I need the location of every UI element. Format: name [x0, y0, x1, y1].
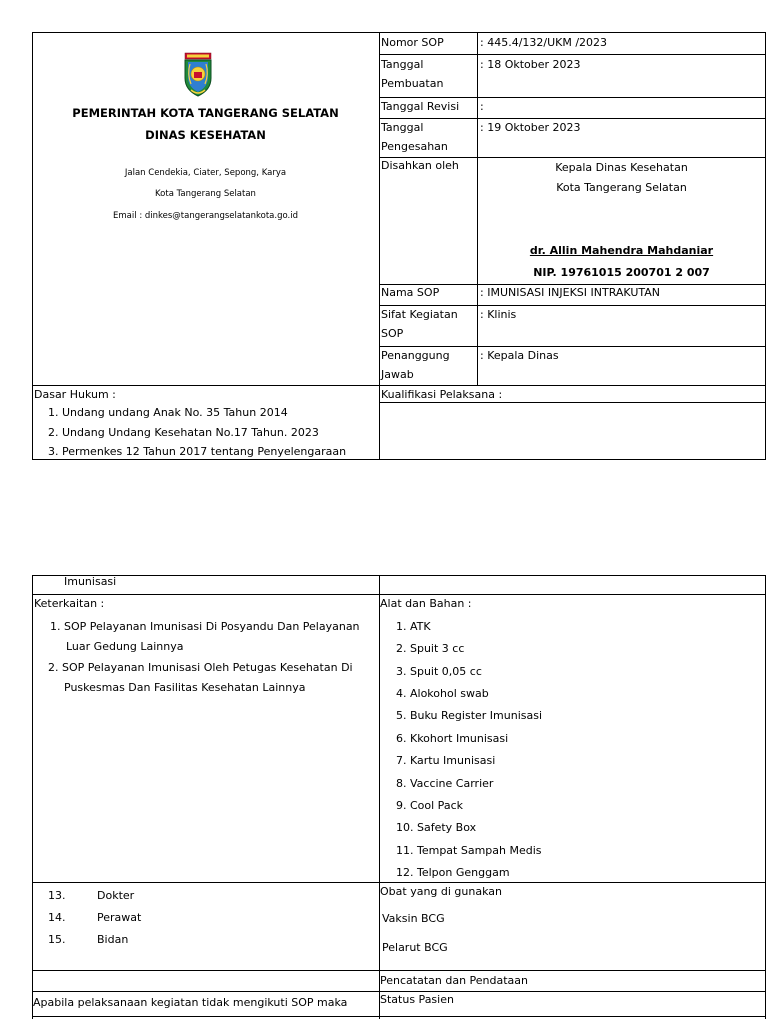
alat-bahan-label: Alat dan Bahan : — [380, 597, 472, 610]
alat-bahan-item: 11. Tempat Sampah Medis — [396, 844, 542, 857]
divider — [32, 882, 766, 883]
keterkaitan-item: 2. SOP Pelayanan Imunisasi Oleh Petugas Kesehatan Di — [48, 661, 353, 674]
tgl-pengesahan-label-2: Pengesahan — [381, 140, 448, 153]
dasar-hukum-label: Dasar Hukum : — [34, 388, 116, 401]
alat-bahan-item: 10. Safety Box — [396, 821, 477, 834]
dasar-hukum-continued: Imunisasi — [64, 575, 117, 588]
address-line: Jalan Cendekia, Ciater, Sepong, Karya — [124, 168, 287, 178]
alat-bahan-item: 8. Vaccine Carrier — [396, 777, 494, 790]
divider — [32, 594, 766, 595]
alat-bahan-item: 4. Alokohol swab — [396, 687, 489, 700]
petugas-name: Perawat — [97, 911, 142, 924]
petugas-name: Dokter — [97, 889, 135, 902]
approver-city: Kota Tangerang Selatan — [556, 181, 687, 194]
alat-bahan-item: 3. Spuit 0,05 cc — [396, 665, 482, 678]
divider — [379, 284, 766, 285]
tgl-revisi-label: Tanggal Revisi — [381, 100, 460, 113]
petugas-number: 15. — [48, 933, 66, 946]
alat-bahan-item: 1. ATK — [396, 620, 431, 633]
divider — [32, 970, 766, 971]
keterkaitan-item-cont: Luar Gedung Lainnya — [66, 640, 184, 653]
penanggung-label-2: Jawab — [381, 368, 414, 381]
unintended-result-label: Apabila pelaksanaan kegiatan tidak mengikuti SOP maka — [33, 996, 348, 1009]
obat-label: Obat yang di gunakan — [380, 885, 502, 898]
petugas-number: 14. — [48, 911, 66, 924]
divider — [477, 32, 478, 385]
tgl-pengesahan-label: Tanggal — [381, 121, 424, 134]
petugas-name: Bidan — [97, 933, 129, 946]
penanggung-value: : Kepala Dinas — [480, 349, 559, 362]
nama-sop-label: Nama SOP — [381, 286, 440, 299]
divider — [379, 305, 766, 306]
signer-nip: NIP. 19761015 200701 2 007 — [533, 266, 710, 279]
divider — [32, 991, 766, 992]
divider — [32, 385, 766, 386]
dasar-hukum-item: 1. Undang undang Anak No. 35 Tahun 2014 — [48, 406, 288, 419]
obat-item: Pelarut BCG — [382, 941, 448, 954]
org-name: PEMERINTAH KOTA TANGERANG SELATAN — [72, 106, 339, 120]
pencatatan-label: Pencatatan dan Pendataan — [380, 974, 529, 987]
dasar-hukum-item: 3. Permenkes 12 Tahun 2017 tentang Penyelengaraan — [48, 445, 347, 458]
divider — [379, 54, 766, 55]
kualifikasi-label: Kualifikasi Pelaksana : — [381, 388, 503, 401]
nama-sop-value: : IMUNISASI INJEKSI INTRAKUTAN — [480, 286, 661, 299]
divider — [379, 346, 766, 347]
keterkaitan-label: Keterkaitan : — [34, 597, 105, 610]
department-name: DINAS KESEHATAN — [145, 128, 266, 142]
status-pasien-label: Status Pasien — [380, 993, 454, 1006]
sifat-label-2: SOP — [381, 327, 404, 340]
divider — [379, 118, 766, 119]
signer-name: dr. Allin Mahendra Mahdaniar — [529, 244, 714, 257]
city-line: Kota Tangerang Selatan — [155, 189, 256, 199]
alat-bahan-item: 6. Kkohort Imunisasi — [396, 732, 509, 745]
tgl-pembuatan-value: : 18 Oktober 2023 — [480, 58, 581, 71]
email-line: Email : dinkes@tangerangselatankota.go.id — [113, 211, 298, 221]
alat-bahan-item: 2. Spuit 3 cc — [396, 642, 465, 655]
alat-bahan-item: 5. Buku Register Imunisasi — [396, 709, 543, 722]
sifat-label: Sifat Kegiatan — [381, 308, 458, 321]
sifat-value: : Klinis — [480, 308, 517, 321]
petugas-number: 13. — [48, 889, 66, 902]
nomor-value: : 445.4/132/UKM /2023 — [480, 36, 608, 49]
alat-bahan-item: 9. Cool Pack — [396, 799, 463, 812]
disahkan-label: Disahkan oleh — [381, 159, 459, 172]
dasar-hukum-item: 2. Undang Undang Kesehatan No.17 Tahun. 2023 — [48, 426, 319, 439]
tgl-pembuatan-label: Tanggal — [381, 58, 424, 71]
divider — [379, 97, 766, 98]
tgl-pengesahan-value: : 19 Oktober 2023 — [480, 121, 581, 134]
alat-bahan-item: 12. Telpon Genggam — [396, 866, 510, 879]
divider — [379, 157, 766, 158]
obat-item: Vaksin BCG — [382, 912, 445, 925]
divider — [379, 402, 766, 403]
penanggung-label: Penanggung — [381, 349, 450, 362]
keterkaitan-item: 1. SOP Pelayanan Imunisasi Di Posyandu Dan Pelayanan — [50, 620, 360, 633]
keterkaitan-item-cont: Puskesmas Dan Fasilitas Kesehatan Lainnya — [64, 681, 306, 694]
city-emblem-icon — [181, 52, 215, 98]
tgl-pembuatan-label-2: Pembuatan — [381, 77, 444, 90]
tgl-revisi-value: : — [480, 100, 484, 113]
divider — [32, 1016, 766, 1017]
approver-title: Kepala Dinas Kesehatan — [555, 161, 688, 174]
alat-bahan-item: 7. Kartu Imunisasi — [396, 754, 496, 767]
divider — [379, 575, 380, 1019]
nomor-label: Nomor SOP — [381, 36, 444, 49]
